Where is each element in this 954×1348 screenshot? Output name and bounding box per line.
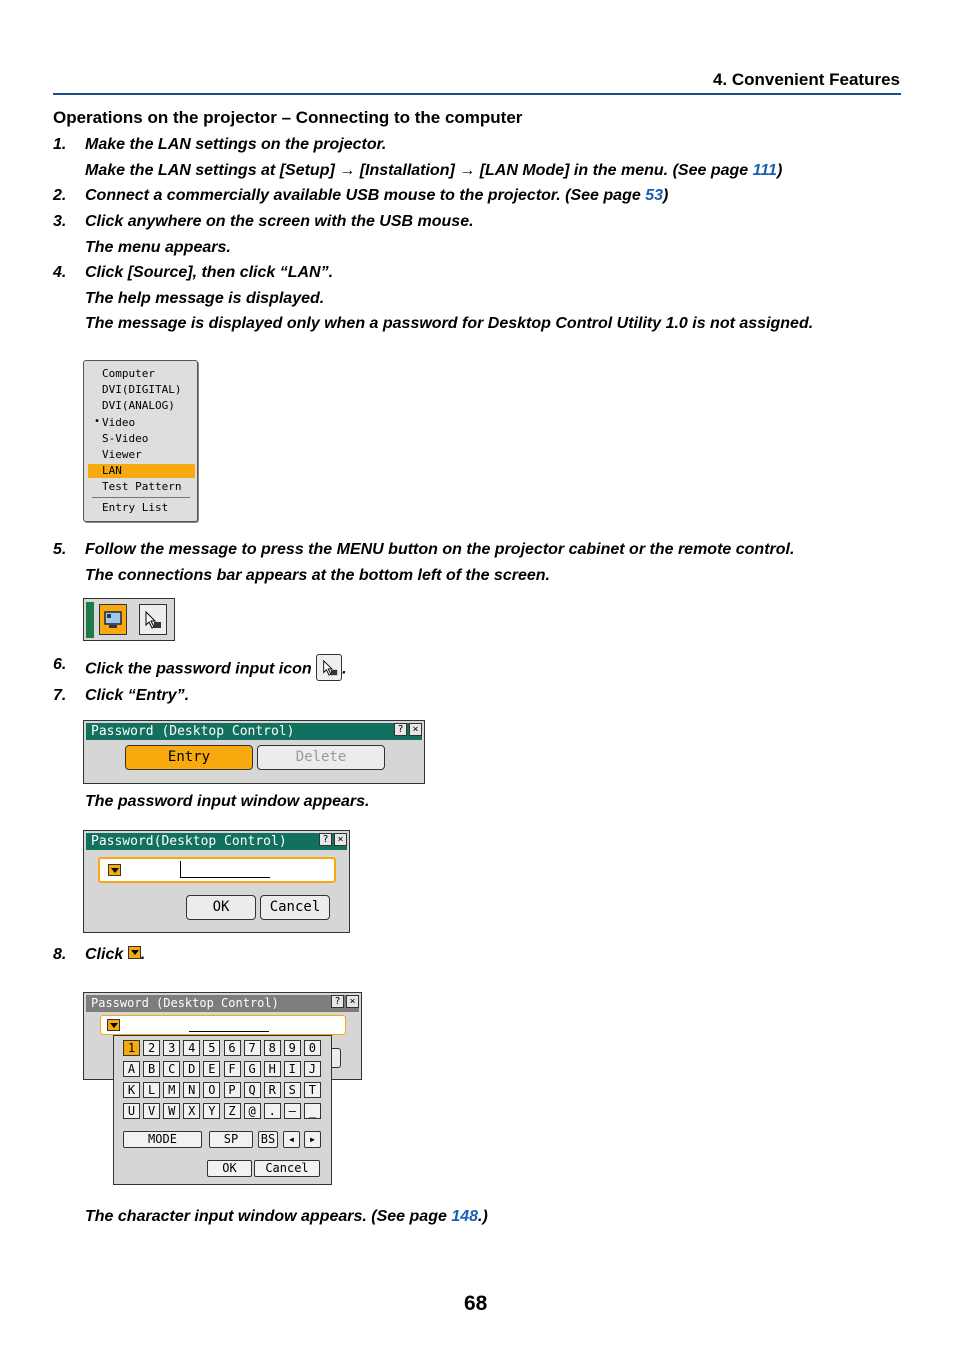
source-item-s-video[interactable]: S-Video xyxy=(102,432,149,445)
step-number: 5. xyxy=(53,541,67,558)
keyboard-key[interactable]: E xyxy=(203,1061,220,1077)
text-cursor xyxy=(180,861,181,878)
keyboard-key[interactable]: – xyxy=(284,1103,301,1119)
step-text: The password input window appears. xyxy=(85,793,370,810)
step-text xyxy=(85,1208,488,1226)
keyboard-key[interactable]: B xyxy=(143,1061,160,1077)
step-text: The connections bar appears at the bottom left of the screen. xyxy=(85,567,550,584)
cursor-right-key[interactable]: ▸ xyxy=(304,1131,321,1148)
page-link[interactable]: 148 xyxy=(451,1208,479,1225)
source-item-entry-list[interactable]: Entry List xyxy=(102,501,169,514)
help-button[interactable]: ? xyxy=(319,833,332,846)
ok-button[interactable]: OK xyxy=(207,1160,252,1177)
step-text-part: Click the password input icon xyxy=(85,660,317,678)
step-text: Click anywhere on the screen with the USB mouse. xyxy=(85,213,474,230)
keyboard-key[interactable]: P xyxy=(224,1082,241,1098)
step-text-part: ) xyxy=(662,187,669,204)
step-number: 3. xyxy=(53,213,67,230)
header-rule xyxy=(53,93,901,95)
source-item-dvi-digital[interactable]: DVI(DIGITAL) xyxy=(102,383,182,396)
keyboard-key[interactable]: U xyxy=(123,1103,140,1119)
close-button[interactable]: × xyxy=(409,723,422,736)
keyboard-key[interactable]: F xyxy=(224,1061,241,1077)
mode-key[interactable]: MODE xyxy=(123,1131,202,1148)
source-item-dvi-analog[interactable]: DVI(ANALOG) xyxy=(102,399,175,412)
keyboard-key[interactable]: _ xyxy=(304,1103,321,1119)
keyboard-key[interactable]: 6 xyxy=(224,1040,241,1056)
keyboard-key[interactable]: W xyxy=(163,1103,180,1119)
keyboard-key[interactable]: G xyxy=(244,1061,261,1077)
step-text xyxy=(85,946,145,964)
keyboard-key[interactable]: 1 xyxy=(123,1040,140,1056)
step-number: 2. xyxy=(53,187,67,204)
current-source-marker: • xyxy=(94,416,101,427)
entry-button[interactable]: Entry xyxy=(125,745,253,770)
step-text xyxy=(85,187,668,205)
keyboard-key[interactable]: H xyxy=(264,1061,281,1077)
keyboard-key[interactable]: 2 xyxy=(143,1040,160,1056)
step-number: 7. xyxy=(53,687,67,704)
keyboard-key[interactable]: T xyxy=(304,1082,321,1098)
step-number: 1. xyxy=(53,136,67,153)
keyboard-key[interactable]: S xyxy=(284,1082,301,1098)
section-title: Operations on the projector – Connecting to the computer xyxy=(53,108,523,127)
page-number: 68 xyxy=(464,1292,488,1315)
dropdown-arrow-icon[interactable] xyxy=(107,1019,120,1031)
keyboard-key[interactable]: Q xyxy=(244,1082,261,1098)
step-text: Follow the message to press the MENU button on the projector cabinet or the remote control. xyxy=(85,541,795,558)
password-input-icon[interactable] xyxy=(139,604,167,635)
keyboard-key[interactable]: 5 xyxy=(203,1040,220,1056)
source-item-lan[interactable]: LAN xyxy=(88,464,195,478)
cancel-button[interactable]: Cancel xyxy=(260,895,330,920)
keyboard-key[interactable]: Z xyxy=(224,1103,241,1119)
page-link[interactable]: 53 xyxy=(645,187,663,204)
keyboard-key[interactable]: J xyxy=(304,1061,321,1077)
keyboard-key[interactable]: I xyxy=(284,1061,301,1077)
keyboard-key[interactable]: 3 xyxy=(163,1040,180,1056)
step-text: Click “Entry”. xyxy=(85,687,190,704)
keyboard-key[interactable]: @ xyxy=(244,1103,261,1119)
password-dialog xyxy=(83,830,350,933)
keyboard-key[interactable]: 0 xyxy=(304,1040,321,1056)
connections-bar-handle[interactable] xyxy=(86,602,94,638)
keyboard-key[interactable]: D xyxy=(183,1061,200,1077)
password-input-icon xyxy=(316,654,342,681)
hidden-button-edge xyxy=(331,1048,341,1068)
dialog-title: Password (Desktop Control) xyxy=(86,995,359,1012)
input-underline xyxy=(180,877,270,878)
step-text-part: . xyxy=(342,660,347,678)
keyboard-key[interactable]: 4 xyxy=(183,1040,200,1056)
dropdown-arrow-icon xyxy=(128,946,141,959)
password-field[interactable] xyxy=(100,1015,346,1035)
step-text: The menu appears. xyxy=(85,239,231,256)
keyboard-key[interactable]: M xyxy=(163,1082,180,1098)
keyboard-key[interactable]: 9 xyxy=(284,1040,301,1056)
delete-button[interactable]: Delete xyxy=(257,745,385,770)
step-number: 4. xyxy=(53,264,67,281)
chapter-title: 4. Convenient Features xyxy=(712,70,900,89)
menu-divider xyxy=(92,497,190,498)
step-number: 6. xyxy=(53,656,67,673)
step-text-part: . xyxy=(140,946,146,963)
ok-button[interactable]: OK xyxy=(186,895,256,920)
step-text-part: ) xyxy=(776,162,783,179)
input-underline xyxy=(189,1031,269,1032)
keyboard-key[interactable]: . xyxy=(264,1103,281,1119)
dialog-title: Password (Desktop Control) xyxy=(86,723,422,740)
connections-bar xyxy=(83,598,175,641)
step-text: The help message is displayed. xyxy=(85,290,325,307)
password-field[interactable] xyxy=(98,857,336,883)
keyboard-key[interactable]: 8 xyxy=(264,1040,281,1056)
space-key[interactable]: SP xyxy=(209,1131,253,1148)
keyboard-key[interactable]: X xyxy=(183,1103,200,1119)
keyboard-key[interactable]: K xyxy=(123,1082,140,1098)
source-item-viewer[interactable]: Viewer xyxy=(102,448,142,461)
keyboard-key[interactable]: L xyxy=(143,1082,160,1098)
keyboard-key[interactable]: R xyxy=(264,1082,281,1098)
entry-dialog xyxy=(83,720,425,784)
help-button[interactable]: ? xyxy=(394,723,407,736)
step-text-part: Connect a commercially available USB mouse to the projector. (See page xyxy=(85,187,646,204)
cancel-button[interactable]: Cancel xyxy=(254,1160,320,1177)
lan-connection-icon[interactable] xyxy=(99,604,127,635)
source-item-test-pattern[interactable]: Test Pattern xyxy=(102,480,182,493)
source-menu xyxy=(83,360,198,522)
keyboard-key[interactable]: A xyxy=(123,1061,140,1077)
step-text-part: .) xyxy=(478,1208,488,1225)
character-keyboard xyxy=(113,1035,332,1185)
keyboard-key[interactable]: N xyxy=(183,1082,200,1098)
step-text xyxy=(85,162,782,180)
dropdown-arrow-icon[interactable] xyxy=(108,864,121,876)
close-button[interactable]: × xyxy=(346,995,359,1008)
keyboard-key[interactable]: Y xyxy=(203,1103,220,1119)
keyboard-key[interactable]: 7 xyxy=(244,1040,261,1056)
keyboard-key[interactable]: V xyxy=(143,1103,160,1119)
keyboard-key[interactable]: C xyxy=(163,1061,180,1077)
keyboard-key[interactable]: O xyxy=(203,1082,220,1098)
step-text xyxy=(85,656,347,683)
step-text-part: Make the LAN settings at [Setup] → [Installation] → [LAN Mode] in the menu. (See page xyxy=(85,162,753,179)
page-link[interactable]: 111 xyxy=(752,162,777,179)
source-item-video[interactable]: Video xyxy=(102,416,136,429)
step-text-part: Click xyxy=(85,946,128,963)
step-number: 8. xyxy=(53,946,67,963)
step-text: The message is displayed only when a password for Desktop Control Utility 1.0 is not assigned. xyxy=(85,315,814,332)
cursor-left-key[interactable]: ◂ xyxy=(283,1131,300,1148)
step-text: Click [Source], then click “LAN”. xyxy=(85,264,334,281)
step-text: Make the LAN settings on the projector. xyxy=(85,136,387,153)
close-button[interactable]: × xyxy=(334,833,347,846)
dialog-title: Password(Desktop Control) xyxy=(86,833,347,850)
source-item-computer[interactable]: Computer xyxy=(102,367,155,380)
backspace-key[interactable]: BS xyxy=(258,1131,278,1148)
help-button[interactable]: ? xyxy=(331,995,344,1008)
step-text-part: The character input window appears. (See page xyxy=(85,1208,452,1225)
